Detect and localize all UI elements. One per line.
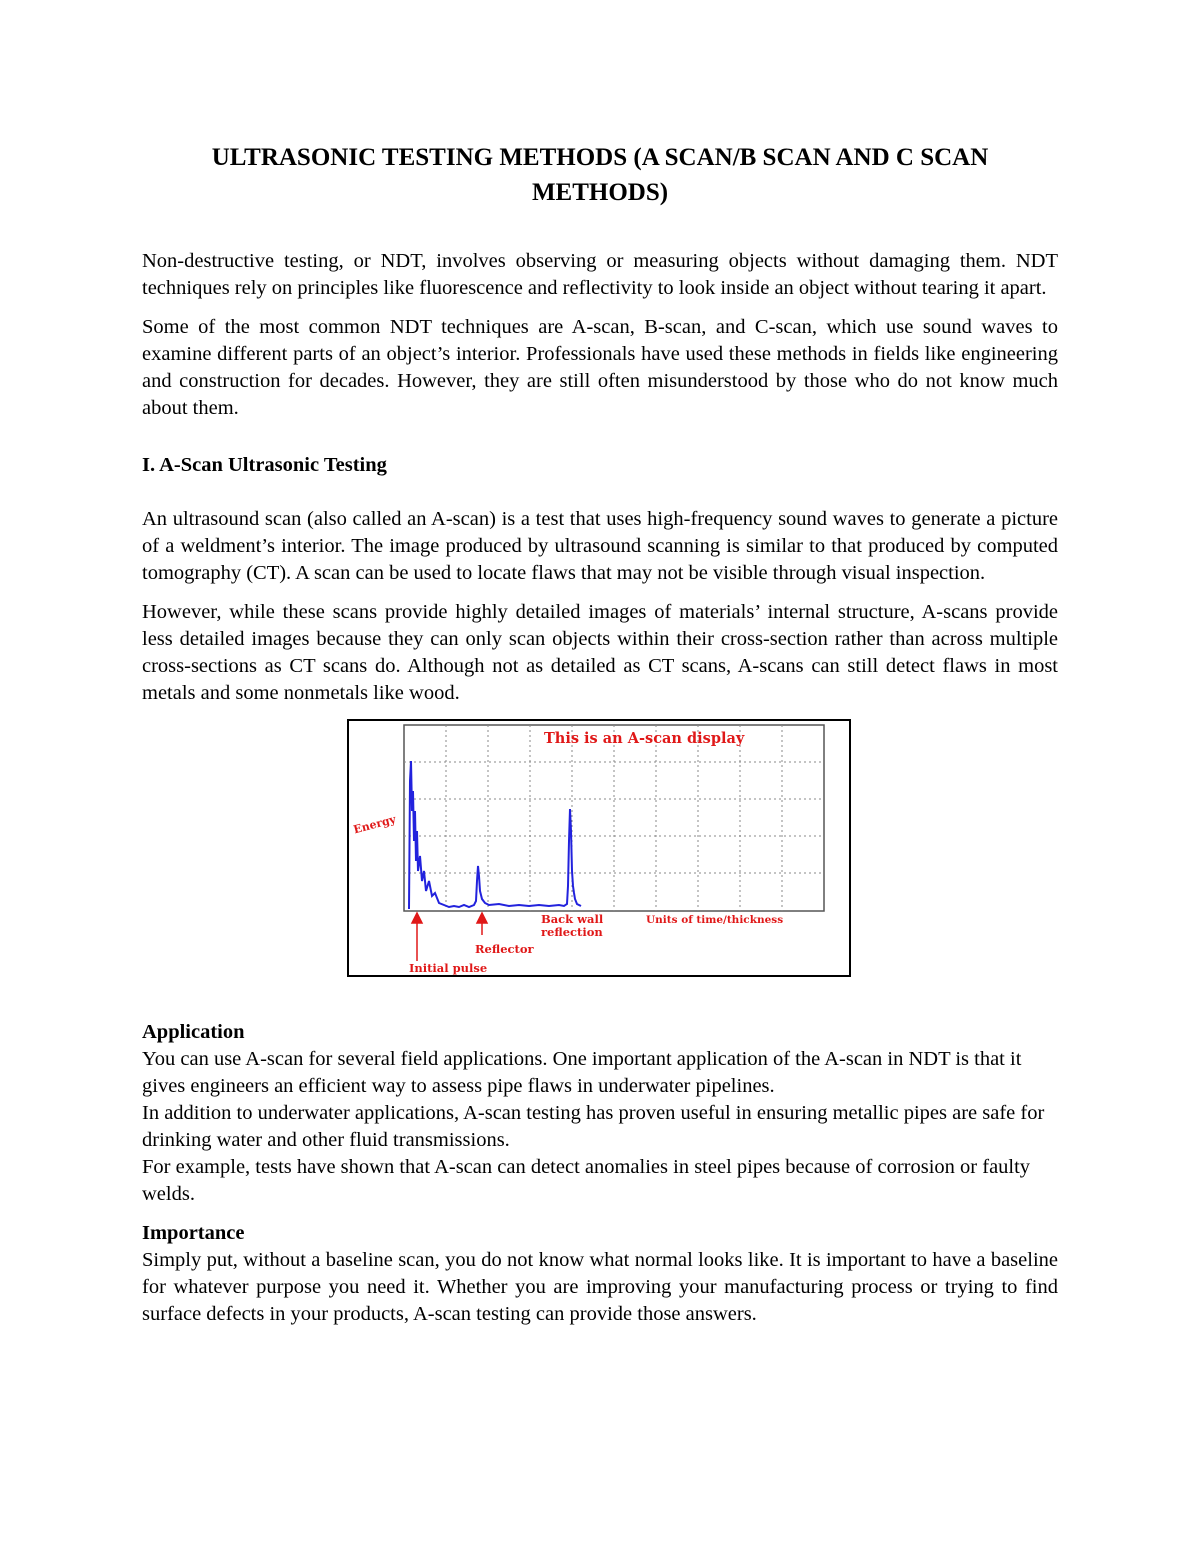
a-scan-figure-container (142, 719, 1058, 1019)
application-heading: Application (142, 1021, 245, 1043)
signal-trace (409, 761, 581, 909)
document-title: ULTRASONIC TESTING METHODS (A SCAN/B SCAN AND C SCAN METHODS) (211, 144, 989, 206)
a-scan-paragraph-1: An ultrasound scan (also called an A-scan) is a test that uses high-frequency sound waves to generate a picture of a weldment’s interior. The image produced by ultrasound scanning is similar to that produced by computed tomography (CT). A scan can be used to locate flaws that may not be visible through visual inspection. (142, 508, 1058, 584)
back-wall-label-line2: reflection (541, 925, 603, 939)
chart-title: This is an A-scan display (544, 730, 745, 747)
a-scan-display (349, 721, 849, 975)
application-line-3: For example, tests have shown that A-scan can detect anomalies in steel pipes because of corrosion or faulty welds. (142, 1156, 1031, 1205)
plot-frame (404, 725, 824, 911)
intro-paragraph-1: Non-destructive testing, or NDT, involves observing or measuring objects without damaging them. NDT techniques rely on principles like fluorescence and reflectivity to look inside an object without tearing it apart. (142, 250, 1058, 299)
plot-grid (404, 725, 824, 911)
intro-paragraph-2: Some of the most common NDT techniques are A-scan, B-scan, and C-scan, which use sound waves to examine different parts of an object’s interior. Professionals have used these methods in fields like engineering and construction for decades. However, they are still often misunderstood by those who do not know much about them. (142, 316, 1058, 419)
importance-heading: Importance (142, 1222, 245, 1244)
x-axis-label: Units of time/thickness (646, 914, 784, 926)
document-page (142, 140, 1058, 1328)
reflector-label: Reflector (475, 942, 534, 956)
section-heading-a-scan: I. A-Scan Ultrasonic Testing (142, 454, 387, 476)
a-scan-figure (347, 719, 851, 977)
application-line-2: In addition to underwater applications, A-scan testing has proven useful in ensuring metallic pipes are safe for drinking water and other fluid transmissions. (142, 1102, 1045, 1151)
application-line-1: You can use A-scan for several field applications. One important application of the A-scan in NDT is that it gives engineers an efficient way to assess pipe flaws in underwater pipelines. (142, 1048, 1022, 1097)
back-wall-label-line1: Back wall (541, 912, 604, 926)
a-scan-paragraph-2: However, while these scans provide highly detailed images of materials’ internal structure, A-scans provide less detailed images because they can only scan objects within their cross-section rather than across multiple cross-sections as CT scans do. Although not as detailed as CT scans, A-scans can still detect flaws in most metals and some nonmetals like wood. (142, 601, 1058, 704)
initial-pulse-label: Initial pulse (409, 961, 488, 975)
y-axis-label: Energy (352, 812, 398, 837)
importance-paragraph: Simply put, without a baseline scan, you do not know what normal looks like. It is important to have a baseline for whatever purpose you need it. Whether you are improving your manufacturing process or trying to find surface defects in your products, A-scan testing can provide those answers. (142, 1249, 1058, 1325)
